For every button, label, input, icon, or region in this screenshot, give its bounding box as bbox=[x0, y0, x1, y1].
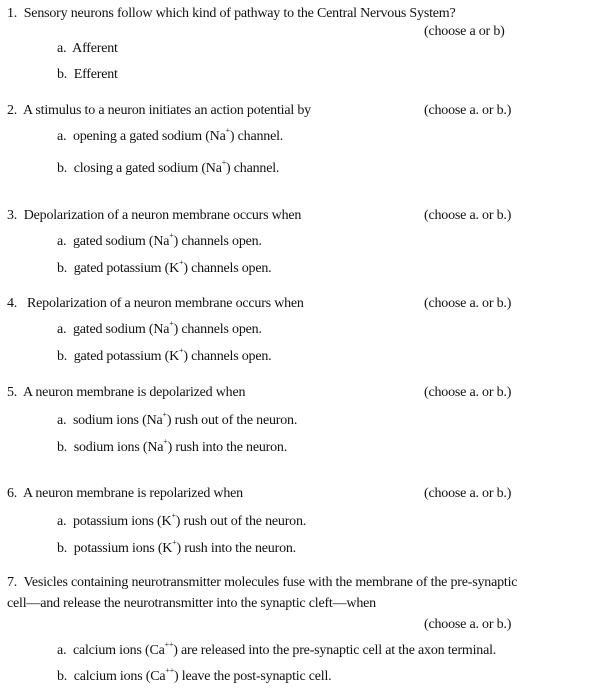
question-2-choose-hint: (choose a. or b.) bbox=[424, 103, 512, 118]
question-number: 3. bbox=[7, 208, 18, 223]
question-3-option-b: b. gated potassium (K+) channels open. bbox=[57, 258, 272, 276]
question-2-stem bbox=[7, 103, 311, 119]
question-3-option-a: a. gated sodium (Na+) channels open. bbox=[57, 231, 262, 249]
question-2-option-a: a. opening a gated sodium (Na+) channel. bbox=[57, 126, 284, 144]
question-7-stem-continued: cell—and release the neurotransmitter into the synaptic cleft—when bbox=[7, 596, 376, 611]
question-7-choose-hint: (choose a. or b.) bbox=[424, 617, 512, 632]
question-5-option-a: a. sodium ions (Na+) rush out of the neuron. bbox=[57, 410, 298, 428]
question-3-stem bbox=[7, 208, 301, 224]
question-4-option-b: b. gated potassium (K+) channels open. bbox=[57, 346, 272, 364]
question-6-choose-hint: (choose a. or b.) bbox=[424, 486, 512, 501]
question-text: Vesicles containing neurotransmitter molecules fuse with the membrane of the pre-synaptic bbox=[23, 575, 518, 590]
question-6-option-b: b. potassium ions (K+) rush into the neuron. bbox=[57, 538, 296, 556]
question-text: A neuron membrane is repolarized when bbox=[22, 486, 243, 501]
question-5-stem bbox=[7, 385, 245, 401]
question-number: 7. bbox=[7, 575, 18, 590]
question-number: 5. bbox=[7, 385, 18, 400]
question-text: Depolarization of a neuron membrane occurs when bbox=[23, 208, 302, 223]
question-4-choose-hint: (choose a. or b.) bbox=[424, 296, 512, 311]
question-6-option-a: a. potassium ions (K+) rush out of the neuron. bbox=[57, 511, 307, 529]
question-text: A neuron membrane is depolarized when bbox=[22, 385, 246, 400]
question-number: 2. bbox=[7, 103, 18, 118]
question-7-stem bbox=[7, 575, 517, 591]
question-text: Sensory neurons follow which kind of pathway to the Central Nervous System? bbox=[23, 6, 456, 21]
question-text: Repolarization of a neuron membrane occurs when bbox=[27, 296, 304, 311]
question-5-choose-hint: (choose a. or b.) bbox=[424, 385, 512, 400]
question-7-option-a: a. calcium ions (Ca++) are released into the pre-synaptic cell at the axon terminal. bbox=[57, 640, 497, 658]
question-1-stem bbox=[7, 6, 455, 22]
question-7-option-b: b. calcium ions (Ca++) leave the post-synaptic cell. bbox=[57, 666, 332, 684]
question-text: A stimulus to a neuron initiates an action potential by bbox=[22, 103, 311, 118]
question-5-option-b: b. sodium ions (Na+) rush into the neuron. bbox=[57, 437, 288, 455]
question-4-stem bbox=[7, 296, 304, 312]
question-number: 4. bbox=[7, 296, 18, 311]
question-4-option-a: a. gated sodium (Na+) channels open. bbox=[57, 319, 262, 337]
question-1-option-a: a. Afferent bbox=[57, 41, 118, 56]
question-3-choose-hint: (choose a. or b.) bbox=[424, 208, 512, 223]
question-number: 1. bbox=[7, 6, 18, 21]
question-6-stem bbox=[7, 486, 243, 502]
question-1-option-b: b. Efferent bbox=[57, 67, 118, 82]
question-2-option-b: b. closing a gated sodium (Na+) channel. bbox=[57, 158, 280, 176]
question-number: 6. bbox=[7, 486, 18, 501]
question-1-choose-hint: (choose a or b) bbox=[424, 24, 505, 39]
